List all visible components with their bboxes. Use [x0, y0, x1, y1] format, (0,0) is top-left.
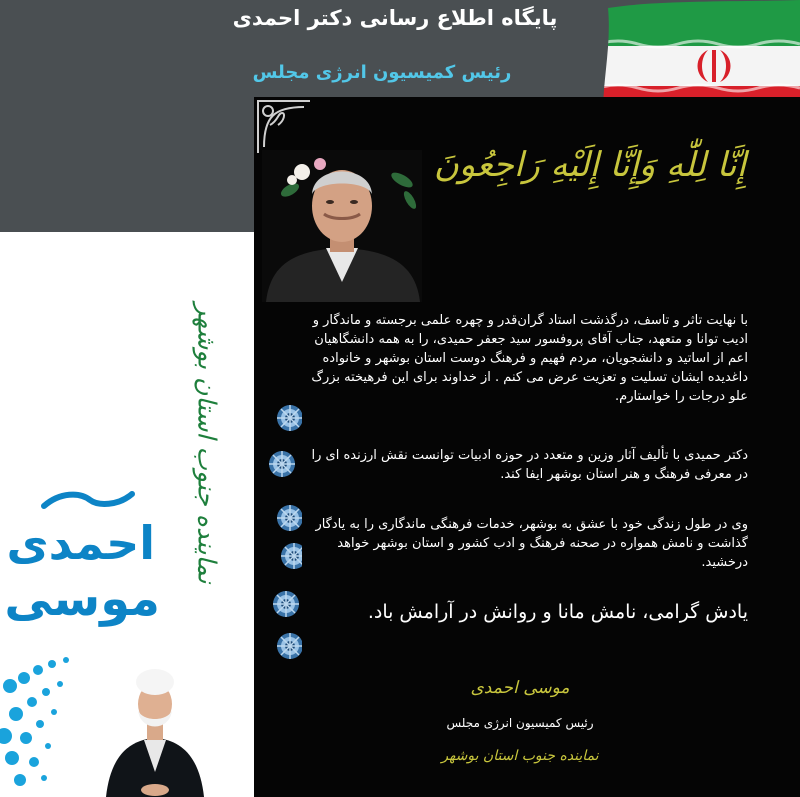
condolence-paragraph-2: دکتر حمیدی با تألیف آثار وزین و متعدد در حوزه ادبیات توانست نقش ارزنده ای را در معرفی فرهنگ و هنر استان بوشهر ایفا کند. [311, 448, 748, 482]
closing-line: یادش گرامی، نامش مانا و روانش در آرامش باد. [367, 601, 748, 623]
condolence-paragraph-3: وی در طول زندگی خود با عشق به بوشهر، خدمات فرهنگی ماندگاری را به یادگار گذاشت و نامش همواره در صحنه فرهنگ و ادب کشور و استان بوشهر خواهد درخشید. [315, 517, 748, 570]
name-accent-icon [40, 490, 136, 510]
rosette-icon [277, 633, 302, 659]
page-subtitle: رئیس کمیسیون انرژی مجلس [252, 62, 512, 83]
page-title: پایگاه اطلاع رسانی دکتر احمدی [232, 6, 558, 30]
rosette-icon [277, 405, 302, 431]
signature-name: موسی احمدی [470, 678, 570, 698]
corner-ornament-icon [254, 97, 314, 157]
signature-title: رئیس کمیسیون انرژی مجلس [446, 716, 594, 730]
representative-vertical-text: نماینده جنوب استان بوشهر [192, 302, 222, 584]
signature-representative: نماینده جنوب استان بوشهر [441, 748, 599, 764]
decorative-dots-icon [0, 650, 80, 797]
candidate-first-name: احمدی [6, 516, 155, 570]
candidate-last-name: موسی [4, 571, 160, 627]
rosette-icon [269, 451, 295, 477]
rosette-column [262, 400, 302, 660]
rosette-icon [277, 505, 302, 531]
rosette-icon [273, 591, 299, 617]
condolence-paragraph-1: با نهایت تاثر و تاسف، درگذشت استاد گران‌قدر و چهره علمی برجسته و ماندگار و ادیب توانا و متعهد، جناب آقای پروفسور سید جعفر حمیدی، را به همه دانشگاهیان اعم از اساتید و دانشجویان، مردم فهیم و فرهنگ دوست استان بوشهر و خانواده داغدیده ایشان تسلیت و تعزیت عرض می کنم . از خداوند برای این فرهیخته بزرگ علو درجات را خواستارم. [311, 313, 748, 404]
rosette-icon [281, 543, 302, 569]
quran-verse: إِنَّا لِلّٰهِ وَإِنَّا إِلَیْهِ رَاجِعُونَ [433, 145, 747, 185]
deceased-portrait [262, 150, 422, 302]
candidate-portrait [100, 660, 210, 797]
